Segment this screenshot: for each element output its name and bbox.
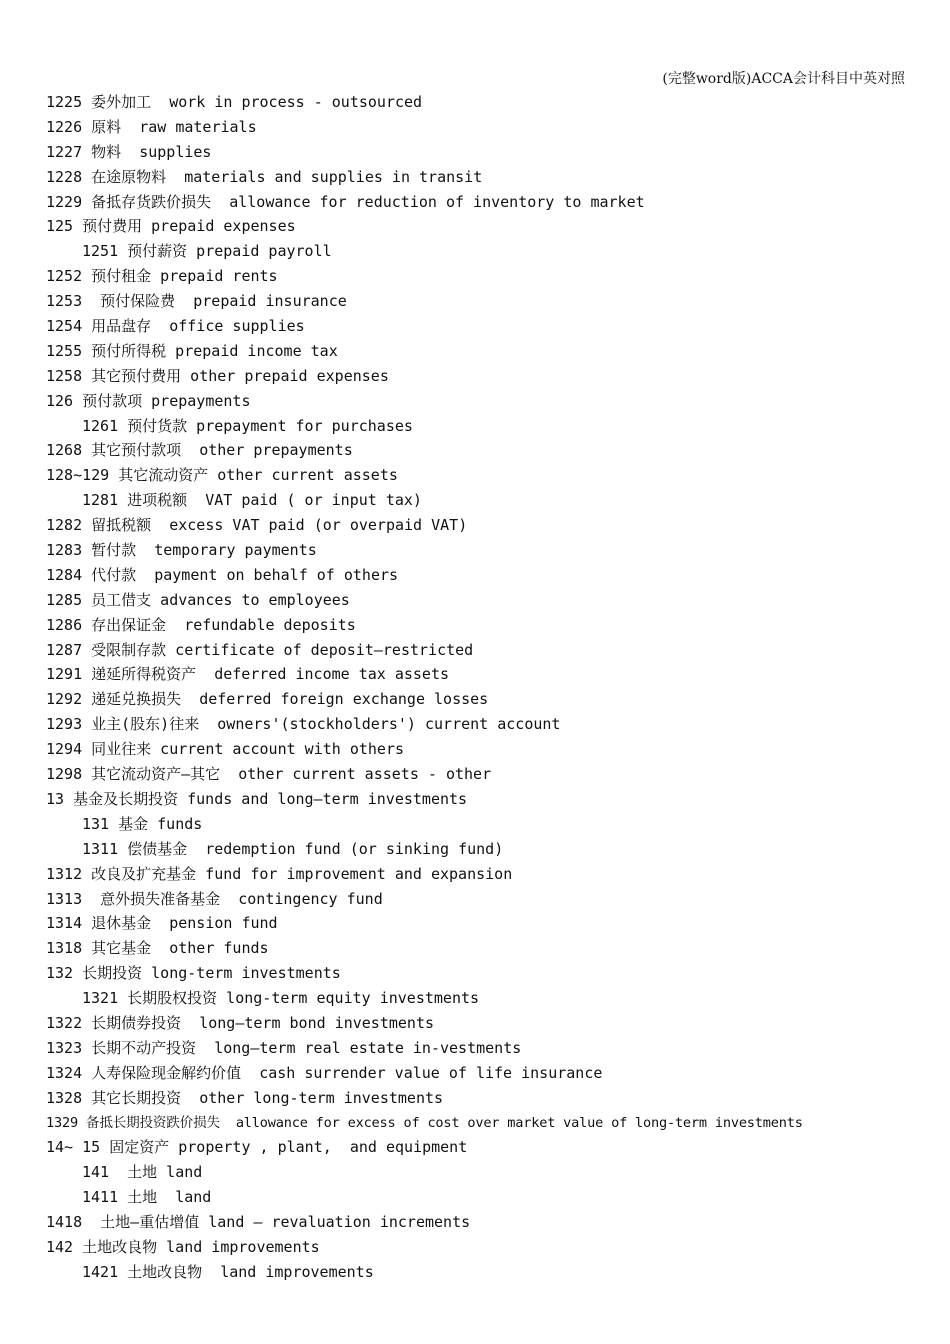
account-entry: 1255 预付所得税 prepaid income tax [46, 341, 338, 360]
page-header: (完整word版)ACCA会计科目中英对照 [662, 71, 905, 87]
account-entry: 1324 人寿保险现金解约价值 cash surrender value of life insurance [46, 1063, 603, 1082]
account-entry: 1228 在途原物料 materials and supplies in transit [46, 167, 483, 186]
account-entry: 1294 同业往来 current account with others [46, 740, 405, 759]
account-entry: 1284 代付款 payment on behalf of others [46, 565, 399, 584]
account-entry: 1287 受限制存款 certificate of deposit—restricted [46, 640, 474, 659]
account-entry: 1328 其它长期投资 other long-term investments [46, 1088, 444, 1107]
account-entry: 1322 长期债券投资 long—term bond investments [46, 1013, 435, 1032]
account-entry: 1313 意外损失准备基金 contingency fund [46, 889, 383, 908]
account-entry: 14~ 15 固定资产 property , plant, and equipment [46, 1138, 468, 1157]
account-entry: 1252 预付租金 prepaid rents [46, 267, 278, 286]
account-entry: 1225 委外加工 work in process - outsourced [46, 93, 423, 111]
account-entry: 13 基金及长期投资 funds and long—term investments [46, 789, 468, 808]
account-entry: 1318 其它基金 other funds [46, 939, 269, 958]
account-entry: 1418 土地—重估增值 land — revaluation increments [46, 1213, 471, 1232]
account-entry: 1286 存出保证金 refundable deposits [46, 615, 356, 634]
account-entry: 132 长期投资 long-term investments [46, 964, 341, 983]
account-entry: 1329 备抵长期投资跌价损失 allowance for excess of cost over market value of long-term investments [46, 1114, 803, 1131]
account-entry: 1411 土地 land [82, 1188, 212, 1207]
account-entry: 1281 进项税额 VAT paid ( or input tax) [82, 491, 422, 510]
account-entry: 1321 长期股权投资 long-term equity investments [82, 989, 480, 1008]
account-entry: 1253 预付保险费 prepaid insurance [46, 292, 347, 311]
account-entry: 1268 其它预付款项 other prepayments [46, 441, 353, 460]
account-entry: 131 基金 funds [82, 814, 203, 833]
account-entry: 1323 长期不动产投资 long—term real estate in-vestments [46, 1038, 522, 1057]
account-entry: 142 土地改良物 land improvements [46, 1237, 320, 1256]
account-entry: 1312 改良及扩充基金 fund for improvement and expansion [46, 864, 513, 883]
account-entry: 1227 物料 supplies [46, 142, 212, 161]
account-entry: 1258 其它预付费用 other prepaid expenses [46, 366, 389, 385]
account-entry: 1251 预付薪资 prepaid payroll [82, 242, 332, 261]
account-entry: 1229 备抵存货跌价损失 allowance for reduction of inventory to market [46, 192, 645, 211]
account-entry: 126 预付款项 prepayments [46, 391, 251, 410]
account-entry: 1283 暂付款 temporary payments [46, 541, 317, 560]
account-entry: 125 预付费用 prepaid expenses [46, 217, 296, 236]
account-entry: 1254 用品盘存 office supplies [46, 317, 305, 336]
account-entry: 1311 偿债基金 redemption fund (or sinking fund) [82, 839, 504, 858]
account-entry: 1261 预付货款 prepayment for purchases [82, 416, 413, 435]
account-entry: 1291 递延所得税资产 deferred income tax assets [46, 665, 450, 684]
account-entry: 1282 留抵税额 excess VAT paid (or overpaid VAT) [46, 516, 468, 535]
account-entry: 1314 退休基金 pension fund [46, 914, 278, 933]
account-entry: 1298 其它流动资产—其它 other current assets - other [46, 765, 492, 784]
account-entry: 141 土地 land [82, 1163, 203, 1182]
account-entry: 1421 土地改良物 land improvements [82, 1262, 374, 1281]
account-list [46, 90, 926, 1285]
account-entry: 1226 原料 raw materials [46, 117, 257, 136]
account-entry: 128~129 其它流动资产 other current assets [46, 466, 398, 485]
account-entry: 1293 业主(股东)往来 owners'(stockholders') current account [46, 715, 561, 734]
account-entry: 1292 递延兑换损失 deferred foreign exchange losses [46, 690, 489, 709]
account-entry: 1285 员工借支 advances to employees [46, 590, 350, 609]
